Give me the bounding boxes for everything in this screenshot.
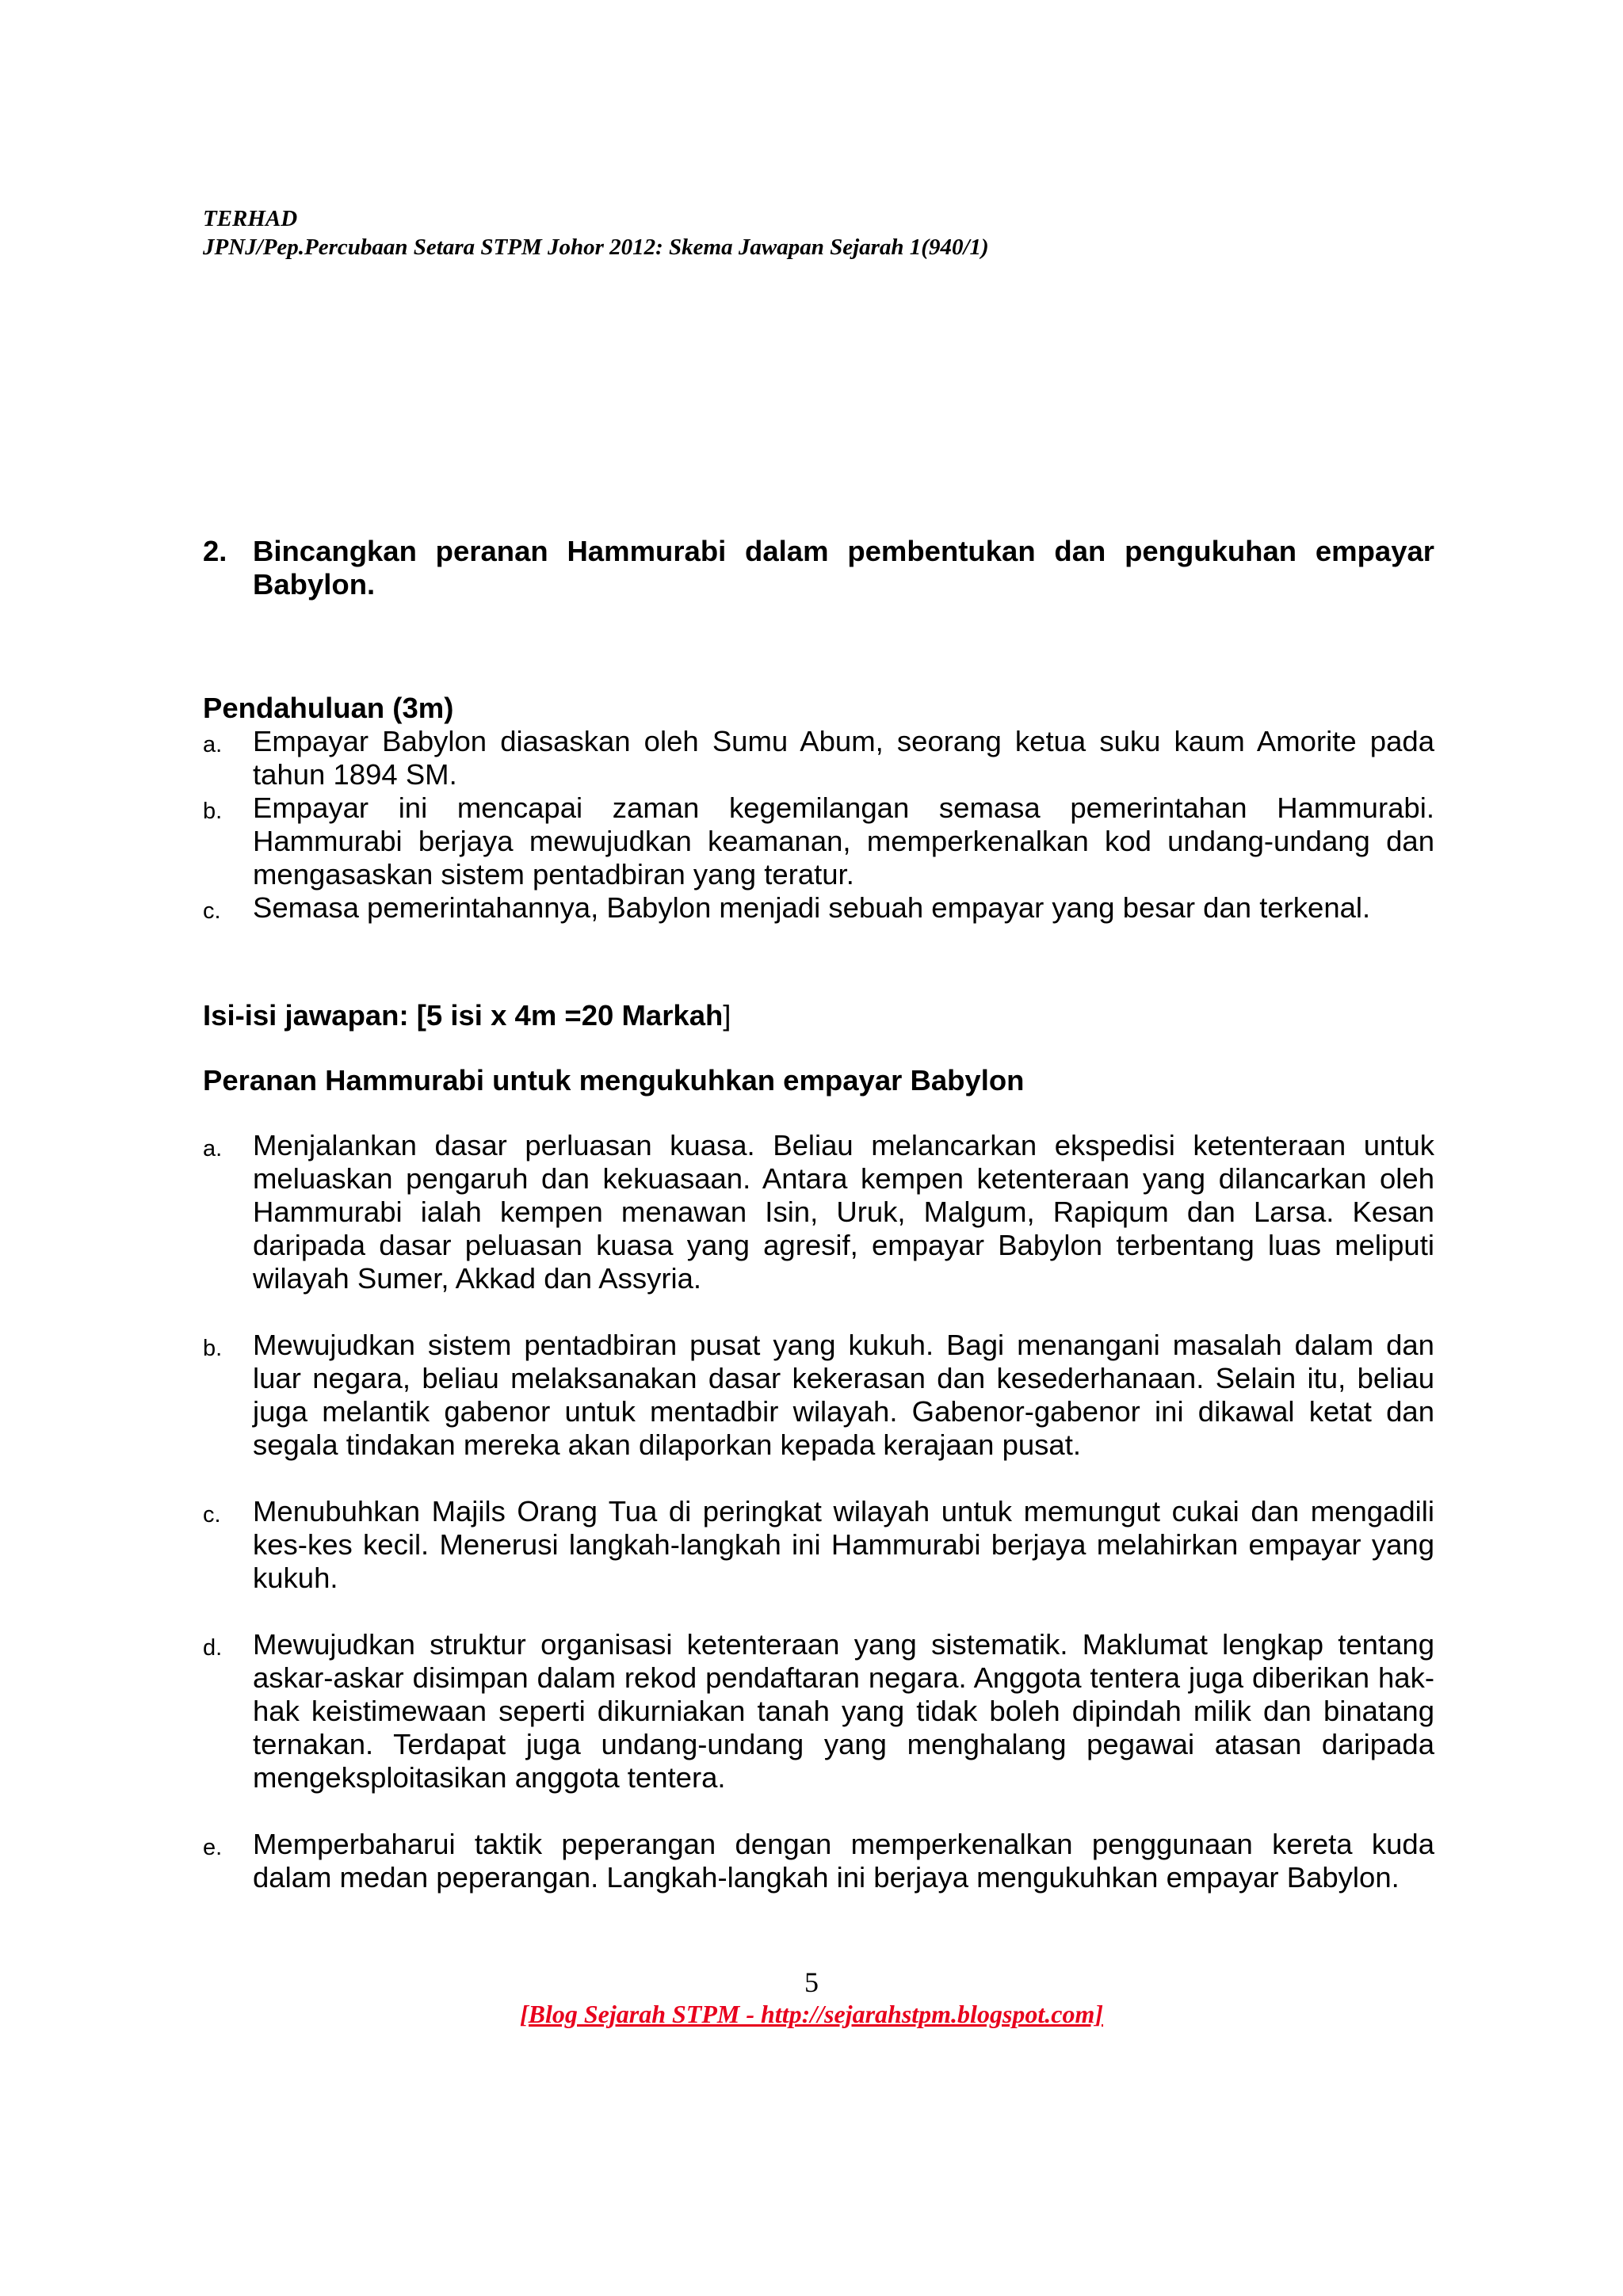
list-item	[203, 1495, 1434, 1595]
item-text: Empayar ini mencapai zaman kegemilangan semasa pemerintahan Hammurabi. Hammurabi berjaya mewujudkan keamanan, memperkenalkan kod undang-undang dan mengasaskan sistem pentadbiran yang teratur.	[253, 791, 1434, 891]
item-marker: c.	[203, 898, 221, 924]
document-body	[203, 535, 1434, 1894]
document-header	[203, 204, 989, 261]
question	[203, 535, 1434, 601]
item-marker: b.	[203, 799, 223, 824]
item-text: Mewujudkan struktur organisasi ketenteraan yang sistematik. Maklumat lengkap tentang askar-askar disimpan dalam rekod pendaftaran negara. Anggota tentera juga diberikan hak-hak keistimewaan seperti dikurniakan tanah yang tidak boleh dipindah milik dan binatang ternakan. Terdapat juga undang-undang yang menghalang pegawai atasan daripada mengeksploitasikan anggota tentera.	[253, 1628, 1434, 1794]
intro-heading: Pendahuluan (3m)	[203, 692, 454, 724]
list-item	[203, 1129, 1434, 1295]
item-text: Empayar Babylon diasaskan oleh Sumu Abum, seorang ketua suku kaum Amorite pada tahun 1894 SM.	[253, 725, 1434, 791]
answer-heading	[203, 999, 1434, 1032]
item-marker: c.	[203, 1502, 221, 1527]
list-item	[203, 891, 1434, 928]
question-number: 2.	[203, 535, 227, 567]
item-text: Menjalankan dasar perluasan kuasa. Beliau melancarkan ekspedisi ketenteraan untuk meluaskan pengaruh dan kekuasaan. Antara kempen ketenteraan yang dilancarkan oleh Hammurabi ialah kempen menawan Isin, Uruk, Malgum, Rapiqum dan Larsa. Kesan daripada dasar peluasan kuasa yang agresif, empayar Babylon terbentang luas meliputi wilayah Sumer, Akkad dan Assyria.	[253, 1129, 1434, 1295]
footer-link-text[interactable]: [Blog Sejarah STPM - http://sejarahstpm.blogspot.com]	[519, 2000, 1104, 2028]
list-item	[203, 725, 1434, 791]
item-marker: a.	[203, 732, 223, 757]
intro-list	[203, 725, 1434, 928]
role-subheading: Peranan Hammurabi untuk mengukuhkan empayar Babylon	[203, 1064, 1025, 1097]
item-marker: d.	[203, 1635, 223, 1661]
item-text: Mewujudkan sistem pentadbiran pusat yang kukuh. Bagi menangani masalah dalam dan luar negara, beliau melaksanakan dasar kekerasan dan kesederhanaan. Selain itu, beliau juga melantik gabenor untuk mentadbir wilayah. Gabenor-gabenor ini dikawal ketat dan segala tindakan mereka akan dilaporkan kepada kerajaan pusat.	[253, 1329, 1434, 1461]
document-reference: JPNJ/Pep.Percubaan Setara STPM Johor 2012: Skema Jawapan Sejarah 1(940/1)	[203, 235, 989, 260]
list-item	[203, 1329, 1434, 1462]
item-text: Memperbaharui taktik peperangan dengan memperkenalkan penggunaan kereta kuda dalam medan peperangan. Langkah-langkah ini berjaya mengukuhkan empayar Babylon.	[253, 1828, 1434, 1894]
item-text: Menubuhkan Majils Orang Tua di peringkat wilayah untuk memungut cukai dan mengadili kes-kes kecil. Menerusi langkah-langkah ini Hammurabi berjaya melahirkan empayar yang kukuh.	[253, 1495, 1434, 1594]
item-marker: a.	[203, 1136, 223, 1161]
list-item	[203, 791, 1434, 891]
item-text: Semasa pemerintahannya, Babylon menjadi sebuah empayar yang besar dan terkenal.	[253, 891, 1371, 924]
list-item	[203, 1628, 1434, 1794]
item-marker: e.	[203, 1835, 223, 1860]
classification-label: TERHAD	[203, 206, 298, 231]
role-list	[203, 1129, 1434, 1894]
item-marker: b.	[203, 1336, 223, 1361]
question-text: Bincangkan peranan Hammurabi dalam pembentukan dan pengukuhan empayar Babylon.	[253, 535, 1434, 601]
answer-heading-bold: Isi-isi jawapan: [5 isi x 4m =20 Markah	[203, 999, 724, 1032]
footer-blog-link[interactable]	[0, 1998, 1623, 2030]
page-number: 5	[804, 1966, 819, 1998]
list-item	[203, 1828, 1434, 1894]
answer-heading-bracket: ]	[723, 999, 731, 1032]
